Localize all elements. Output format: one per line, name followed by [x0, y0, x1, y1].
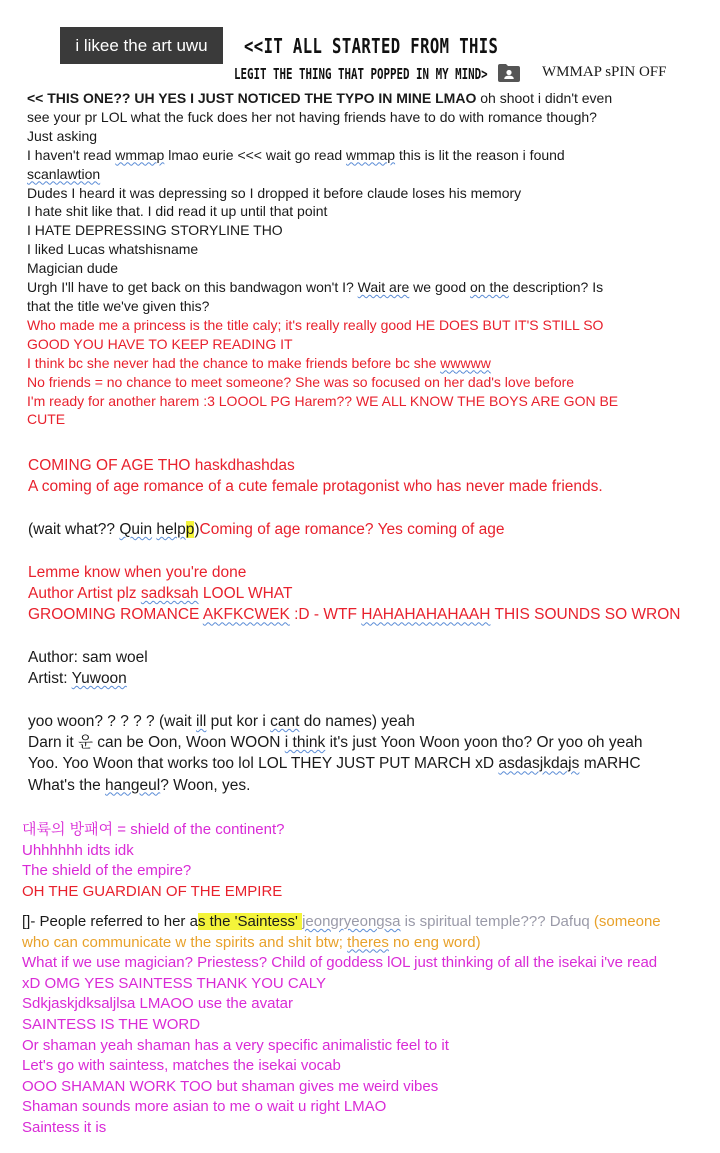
text-span: lmao eurie <<< wait go read: [164, 146, 347, 163]
art-tag-label: i likee the art uwu: [60, 27, 223, 64]
text-line: [28, 753, 642, 774]
author-line: Author: sam woel: [28, 649, 148, 666]
misspelled-word: HAHAHAHAHAAH: [361, 606, 491, 624]
grammar-flag: on the: [470, 279, 509, 296]
text-line: Or shaman yeah shaman has a very specific animalistic feel to it: [22, 1036, 449, 1054]
text-line: [27, 278, 618, 297]
text-line: Uhhhhhh idts idk: [22, 841, 134, 859]
text-line: The shield of the empire?: [22, 862, 192, 880]
text-line: [28, 732, 642, 753]
saintess-block: [22, 912, 661, 1139]
text-span: it's just Yoon Woon yoon tho? Or yoo oh yeah: [325, 734, 643, 752]
text-span: oh shoot i didn't even: [476, 90, 613, 106]
text-span: Coming of age romance? Yes coming of age: [199, 521, 505, 538]
text-line: I HATE DEPRESSING STORYLINE THO: [27, 222, 283, 239]
header-subtitle: LEGIT THE THING THAT POPPED IN MY MIND>: [234, 65, 488, 83]
text-span: []- People referred to her a: [22, 913, 198, 930]
text-span: Darn it 운 can be Oon, Woon WOON: [28, 734, 285, 752]
text-line: see your pr LOL what the fuck does her not having friends have to do with romance though?: [27, 108, 597, 125]
artist-line: [28, 668, 148, 689]
text-span: ? Woon, yes.: [160, 776, 251, 794]
text-span: Author Artist plz: [28, 585, 141, 603]
text-line: 대륙의 방패여 = shield of the continent?: [22, 821, 285, 838]
grammar-flag: i think: [284, 734, 326, 752]
text-span: description? Is: [508, 279, 604, 296]
text-line: [28, 583, 681, 604]
name-discussion-block: [28, 711, 642, 796]
highlighted-text: s the 'Saintess': [197, 913, 303, 930]
text-line: [28, 775, 642, 796]
text-line: CUTE: [27, 411, 66, 428]
text-span: mARHC: [579, 755, 641, 773]
text-span: put kor i: [206, 713, 271, 730]
text-span: Yoo. Yoo Woon that works too lol LOL THEY JUST PUT MARCH xD: [28, 755, 499, 773]
text-line: Magician dude: [27, 260, 119, 277]
text-line: [28, 604, 681, 625]
misspelled-word: Quin: [119, 521, 153, 538]
text-line: [27, 354, 618, 373]
text-span: I think bc she never had the chance to make friends before bc she: [27, 354, 441, 371]
text-span: do names) yeah: [299, 713, 415, 730]
text-line: I'm ready for another harem :3 LOOOL PG Harem?? WE ALL KNOW THE BOYS ARE GON BE: [27, 392, 619, 409]
text-span: THIS SOUNDS SO WRON: [490, 606, 681, 624]
misspelled-word: asdasjkdajs: [498, 755, 580, 773]
header-title: <<IT ALL STARTED FROM THIS: [244, 34, 499, 58]
misspelled-word: sadksah: [140, 585, 199, 603]
text-span: LOOL WHAT: [198, 585, 293, 603]
text-line: OH THE GUARDIAN OF THE EMPIRE: [22, 882, 283, 900]
text-line: I hate shit like that. I did read it up until that point: [27, 203, 328, 220]
misspelled-word: theres: [347, 933, 389, 951]
text-line: A coming of age romance of a cute female protagonist who has never made friends.: [28, 478, 603, 496]
misspelled-word: jeongryeongsa: [302, 913, 401, 930]
text-line: Let's go with saintess, matches the isekai vocab: [22, 1057, 341, 1075]
misspelled-word: wmmap: [346, 146, 396, 163]
text-span: who can communicate w the spirits and shit btw;: [22, 933, 348, 951]
grammar-flag: Wait are: [357, 279, 410, 296]
text-span: What's the: [28, 776, 106, 794]
text-span: << THIS ONE?? UH YES I JUST NOTICED THE TYPO IN MINE LMAO: [27, 90, 477, 106]
text-line: What if we use magician? Priestess? Child of goddess lOL just thinking of all the isekai i've read: [22, 954, 658, 972]
highlighted-text: p: [185, 521, 195, 538]
text-line: [22, 933, 661, 954]
text-span: (someone: [593, 913, 661, 930]
misspelled-word: Yuwoon: [71, 670, 127, 688]
misspelled-word: AKFKCWEK: [202, 606, 290, 624]
text-span: ): [194, 521, 200, 538]
text-line: No friends = no chance to meet someone? She was so focused on her dad's love before: [27, 373, 575, 390]
misspelled-word: scanlawtion: [27, 165, 101, 182]
text-span: we good: [409, 279, 470, 296]
text-line: Sdkjaskjdksaljlsa LMAOO use the avatar: [22, 995, 293, 1013]
text-span: no eng word): [388, 933, 481, 951]
shared-folder-icon: [497, 63, 521, 83]
misspelled-word: cant: [270, 713, 300, 730]
text-span: Urgh I'll have to get back on this bandwagon won't I?: [27, 279, 358, 296]
spinoff-label: WMMAP sPIN OFF: [542, 64, 667, 80]
text-line: [27, 146, 618, 165]
text-span: is spiritual temple??? Dafuq: [400, 913, 594, 930]
text-line: Lemme know when you're done: [28, 564, 247, 581]
text-span: Artist:: [28, 670, 72, 688]
text-line: [27, 89, 618, 108]
coming-of-age-block: [28, 455, 603, 497]
text-line: [22, 912, 661, 933]
translation-block: [22, 820, 284, 902]
misspelled-word: wwwww: [440, 354, 491, 371]
text-span: yoo woon? ? ? ? ? (wait: [28, 713, 197, 730]
text-line: SAINTESS IS THE WORD: [22, 1015, 201, 1033]
text-line: GOOD YOU HAVE TO KEEP READING IT: [27, 335, 293, 352]
text-span: :D - WTF: [289, 606, 362, 624]
text-line: xD OMG YES SAINTESS THANK YOU CALY: [22, 974, 326, 992]
text-line: that the title we've given this?: [27, 297, 210, 314]
chat-block-1: [27, 89, 618, 429]
credits-discussion-block: [28, 562, 681, 626]
text-line: Dudes I heard it was depressing so I dropped it before claude loses his memory: [27, 184, 522, 201]
text-line: Shaman sounds more asian to me o wait u right LMAO: [22, 1098, 387, 1116]
text-line: COMING OF AGE THO haskdhashdas: [28, 457, 295, 474]
misspelled-word: wmmap: [115, 146, 165, 163]
misspelled-word: hangeul: [105, 776, 161, 794]
credits-block: [28, 647, 148, 689]
text-span: this is lit the reason i found: [395, 146, 565, 163]
text-span: GROOMING ROMANCE: [28, 606, 203, 624]
text-line: Just asking: [27, 127, 98, 144]
misspelled-word: ill: [196, 713, 207, 730]
misspelled-word: help: [156, 521, 186, 538]
text-line: [28, 711, 642, 732]
text-line: Saintess it is: [22, 1118, 107, 1136]
text-line: OOO SHAMAN WORK TOO but shaman gives me weird vibes: [22, 1077, 439, 1095]
text-line: I liked Lucas whatshisname: [27, 241, 199, 258]
text-line: [27, 165, 618, 184]
text-span: (wait what??: [28, 521, 120, 538]
question-line: [28, 519, 505, 540]
text-line: Who made me a princess is the title caly; it's really really good HE DOES BUT IT'S STILL SO: [27, 316, 604, 333]
text-span: I haven't read: [27, 146, 116, 163]
